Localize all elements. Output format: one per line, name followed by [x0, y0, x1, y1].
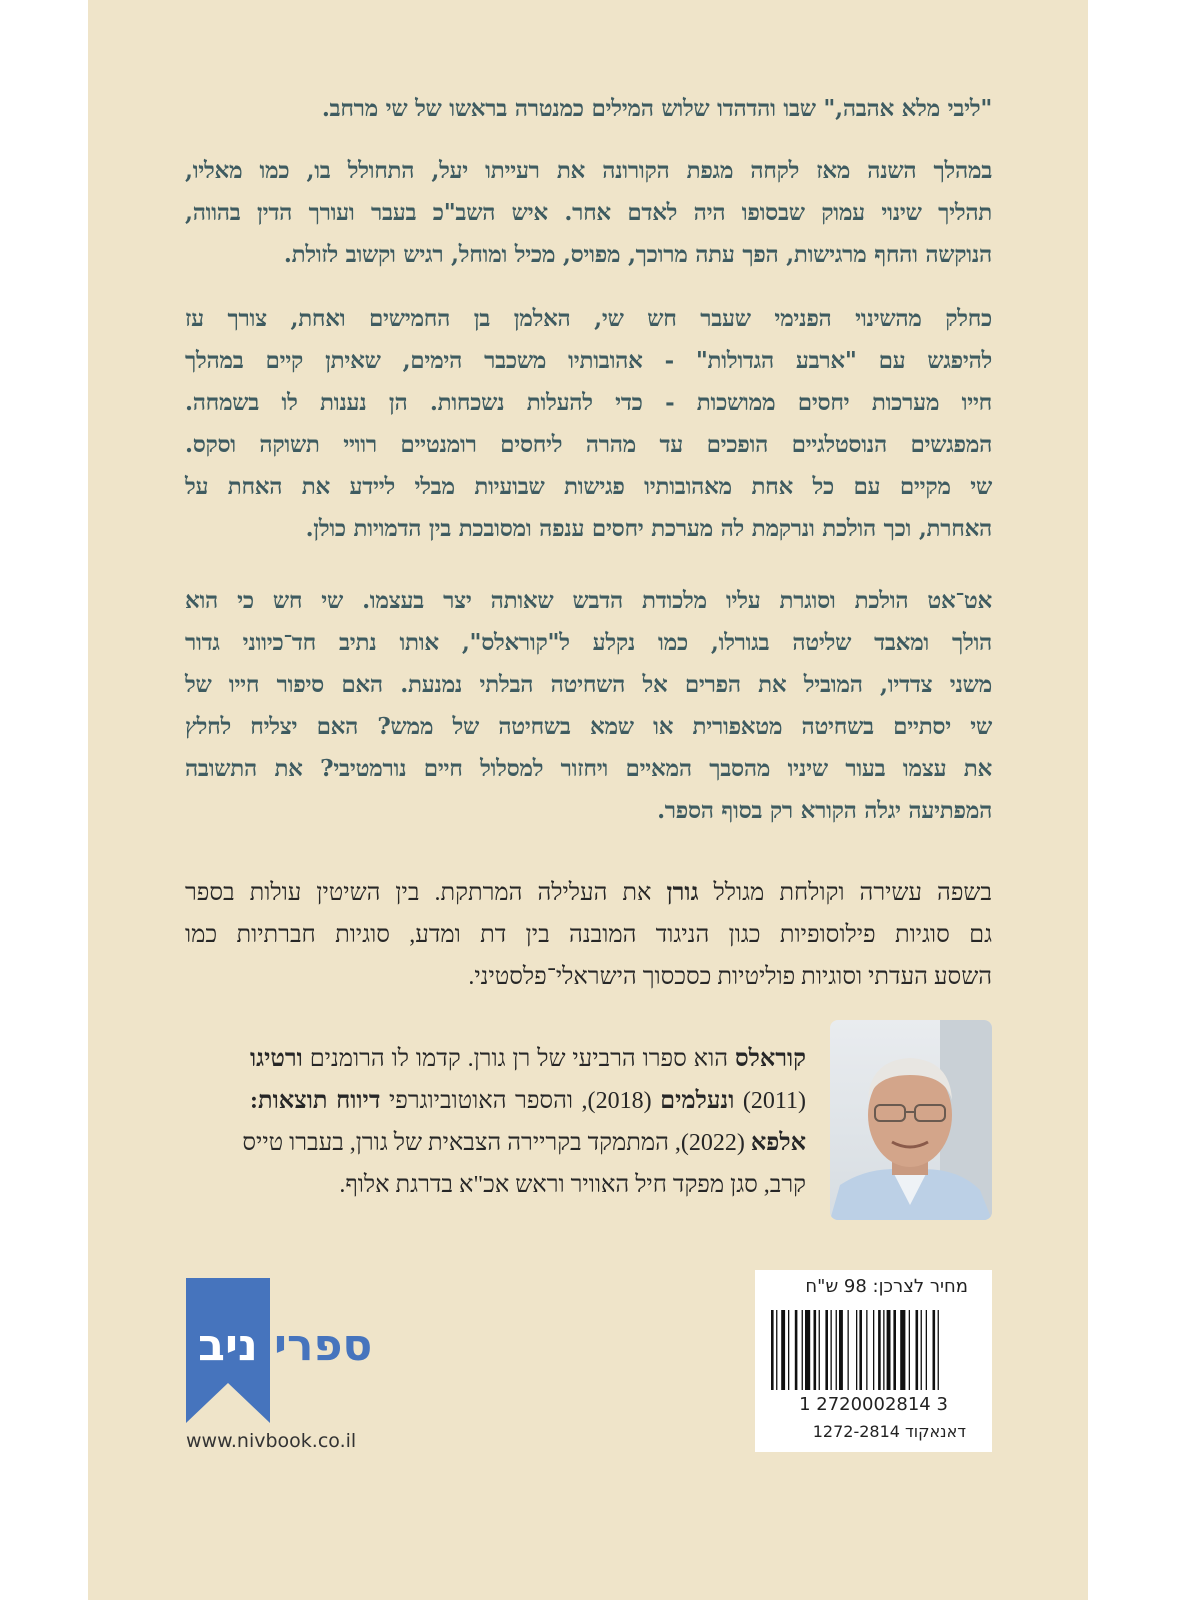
- barcode-bar: [873, 1310, 874, 1390]
- barcode-bar: [878, 1310, 881, 1390]
- price-label: מחיר לצרכן: 98 ש"ח: [805, 1276, 968, 1297]
- barcode-bar: [859, 1310, 862, 1390]
- text-line: חייו מערכות יחסים ממושכות - כדי להעלות נשכחות. הן נענות לו בשמחה.: [185, 389, 992, 416]
- text-line: [185, 956, 992, 998]
- barcode-bar: [819, 1310, 820, 1390]
- text-line: שי מקיים עם כל אחת מאהובותיו פגישות שבועיות מבלי ליידע את האחת על: [185, 473, 992, 500]
- text-line: הולך ומאבד שליטה בגורלו, כמו נקלע ל"קוראלס", אותו נתיב חד־כיווני גדור: [185, 629, 992, 656]
- barcode-bar: [825, 1310, 828, 1390]
- text-segment: בשפה עשירה וקולחת מגולל: [698, 880, 992, 906]
- text-line: משני צדדיו, המוביל את הפרים אל השחיטה הבלתי נמנעת. האם סיפור חייו של: [185, 671, 992, 698]
- barcode-bar: [921, 1310, 922, 1390]
- bold-title: ונעלמים: [660, 1088, 735, 1114]
- text-line: תהליך שינוי עמוק שבסופו היה לאדם אחר. איש השב"כ בעבר ועורך הדין בהווה,: [185, 199, 992, 226]
- barcode-bar: [781, 1310, 785, 1390]
- text-line: [185, 872, 992, 914]
- text-segment: השסע העדתי וסוגיות פוליטיות כסכסוך הישראלי־פלסטיני.: [468, 964, 992, 990]
- barcode-bar: [900, 1310, 905, 1390]
- barcode-bar: [795, 1310, 798, 1390]
- text-segment: הוא ספרו הרביעי של רן גורן. קדמו לו הרומנים: [302, 1046, 735, 1072]
- barcode-bar: [866, 1310, 867, 1390]
- barcode-bar: [831, 1310, 832, 1390]
- bold-title: ורטיגו: [250, 1046, 303, 1072]
- text-line: להיפגש עם "ארבע הגדולות" - אהובותיו משכבר הימים, שאיתן קיים במהלך: [185, 347, 992, 374]
- text-line: הנוקשה והחף מרגישות, הפך עתה מרוכך, מפויס, מכיל ומוחל, רגיש וקשוב לזולת.: [283, 241, 992, 268]
- barcode-bar: [926, 1310, 927, 1390]
- text-line: "ליבי מלא אהבה," שבו והדהדו שלוש המילים כמנטרה בראשו של שי מרחב.: [321, 95, 992, 122]
- barcode-bar: [814, 1310, 817, 1390]
- logo-text-niv: ניב: [198, 1320, 258, 1371]
- bold-title: קוראלס: [734, 1046, 806, 1072]
- blurb-paragraph-3: [185, 580, 992, 832]
- blurb-opening-quote: [185, 88, 992, 130]
- text-line: [250, 1164, 806, 1206]
- barcode-bar: [938, 1310, 939, 1390]
- text-line: כחלק מהשינוי הפנימי שעבר חש שי, האלמן בן החמישים ואחת, צורך עז: [185, 305, 992, 332]
- text-segment: קרב, סגן מפקד חיל האוויר וראש אכ"א בדרגת אלוף.: [339, 1172, 806, 1198]
- text-line: במהלך השנה מאז לקחה מגפת הקורונה את רעייתו יעל, התחולל בו, כמו מאליו,: [185, 157, 992, 184]
- barcode-bar: [805, 1310, 810, 1390]
- text-line: שי יסתיים בשחיטה מטאפורית או שמא בשחיטה של ממש? האם יצליח לחלץ: [185, 713, 992, 740]
- author-bio: [242, 1038, 807, 1206]
- barcode-bar: [933, 1310, 936, 1390]
- text-line: [250, 1038, 806, 1080]
- barcode-bar: [771, 1310, 774, 1390]
- author-photo: [830, 1020, 992, 1220]
- text-segment: את העלילה המרתקת. בין השיטין עולות בספר: [185, 880, 667, 906]
- text-line: אט־אט הולכת וסוגרת עליו מלכודת הדבש שאותה יצר בעצמו. שי חש כי הוא: [185, 587, 992, 614]
- bold-title: דיווח תוצאות:: [250, 1088, 381, 1114]
- logo-text-sifrei: ספרי: [274, 1320, 373, 1371]
- barcode-bar: [839, 1310, 843, 1390]
- blurb-paragraph-2: [185, 298, 992, 550]
- text-line: המפגשים הנוסטלגיים הופכים עד מהרה ליחסים רומנטיים רוויי תשוקה וסקס.: [185, 431, 992, 458]
- text-segment: (2011): [734, 1088, 807, 1114]
- barcode-bar: [788, 1310, 789, 1390]
- blurb-paragraph-1: [185, 150, 992, 276]
- barcode-bar: [776, 1310, 777, 1390]
- barcode-bar: [916, 1310, 919, 1390]
- barcode-bar: [883, 1310, 884, 1390]
- barcode-bar: [909, 1310, 910, 1390]
- text-line: האחרת, וכך הולכת ונרקמת לה מערכת יחסים ענפה ומסובכת בין הדמויות כולן.: [305, 515, 992, 542]
- barcode-bar: [893, 1310, 896, 1390]
- text-line: [250, 1080, 806, 1122]
- text-line: [185, 914, 992, 956]
- barcode-label: [755, 1270, 992, 1452]
- danacode: דאנאקוד 1272-2814: [812, 1422, 966, 1441]
- review-paragraph: [185, 872, 992, 998]
- publisher-logo: [186, 1278, 396, 1423]
- publisher-url[interactable]: www.nivbook.co.il: [186, 1430, 357, 1452]
- text-segment: (2022), המתמקד בקריירה הצבאית של גורן, בעברו טייס: [242, 1130, 751, 1156]
- barcode-icon: [771, 1310, 977, 1390]
- bold-title: גורן: [666, 880, 699, 906]
- barcode-bar: [856, 1310, 857, 1390]
- barcode-number: 1 2720002814 3: [799, 1394, 948, 1415]
- text-line: את עצמו בעור שיניו מהסבך המאיים ויחזור למסלול חיים נורמטיבי? את התשובה: [185, 755, 992, 782]
- text-line: המפתיעה יגלה הקורא רק בסוף הספר.: [657, 797, 992, 824]
- barcode-bar: [887, 1310, 891, 1390]
- text-segment: (2018), והספר האוטוביוגרפי: [380, 1088, 661, 1114]
- barcode-bar: [802, 1310, 803, 1390]
- barcode-bar: [848, 1310, 849, 1390]
- text-line: [242, 1122, 806, 1164]
- bold-title: אלפא: [750, 1130, 806, 1156]
- barcode-bar: [836, 1310, 837, 1390]
- text-segment: גם סוגיות פילוסופיות כגון הניגוד המובנה בין דת ומדע, סוגיות חברתיות כמו: [185, 922, 992, 948]
